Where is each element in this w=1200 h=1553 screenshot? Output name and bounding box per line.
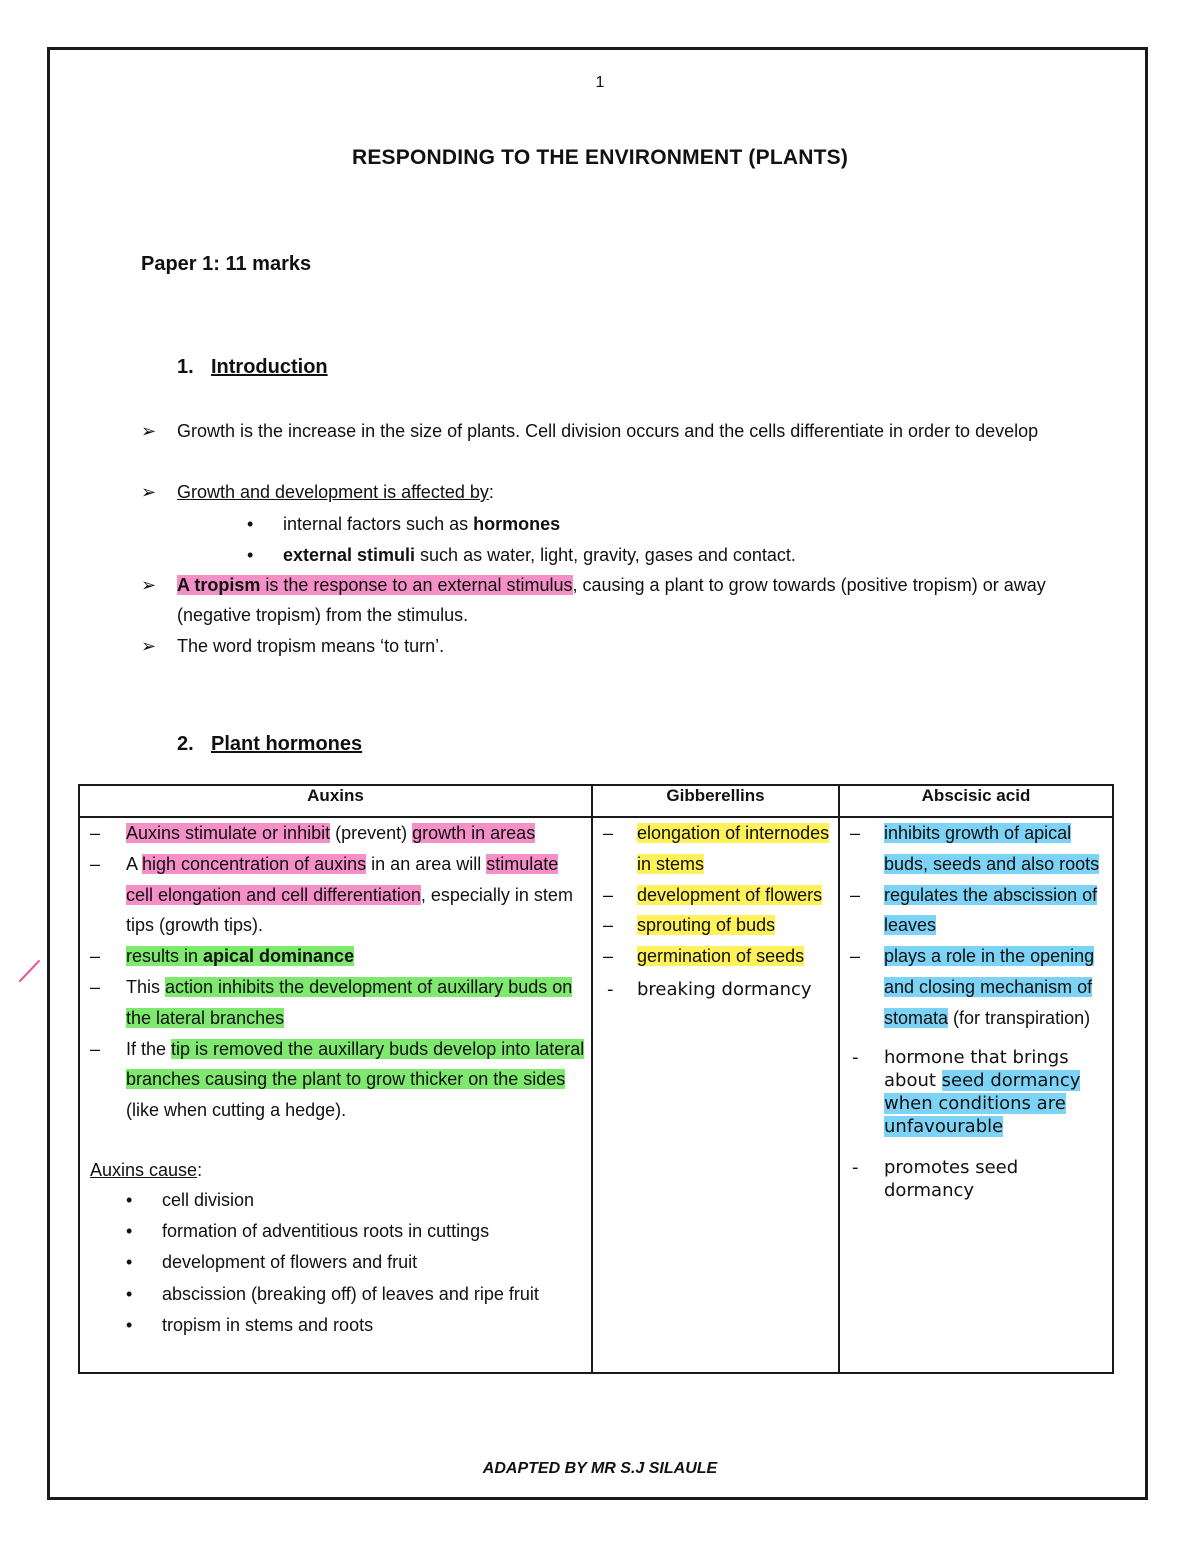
intro-bullet-affected-by <box>141 477 1071 507</box>
sub-bullet-text <box>283 514 560 534</box>
highlight-text: development of flowers <box>637 884 823 905</box>
list-item <box>80 1034 591 1126</box>
section-heading-plant-hormones <box>177 733 362 756</box>
highlight-text: Auxins stimulate or inhibit <box>126 823 331 843</box>
list-item <box>80 1310 591 1341</box>
section-title: Introduction <box>211 356 328 378</box>
dash-bullet-icon: – <box>603 915 614 936</box>
list-item <box>840 941 1112 1033</box>
list-item <box>80 1185 591 1216</box>
arrow-bullet-icon: ➢ <box>141 482 157 502</box>
colon: : <box>197 1159 203 1180</box>
text-part: such as water, light, gravity, gases and contact. <box>415 545 796 565</box>
highlight-text: tip is removed the auxillary buds develop into lateral branches causing the plant to grow thicker on the sides <box>126 1038 585 1090</box>
list-item <box>80 1279 591 1310</box>
section-number: 2. <box>177 733 194 755</box>
page-number: 1 <box>595 74 605 91</box>
section-title: Plant hormones <box>211 733 363 755</box>
text-part: (for transpiration) <box>948 1007 1091 1028</box>
pen-stroke-icon <box>18 958 42 984</box>
bullet-text <box>177 570 1071 630</box>
list-item <box>80 1216 591 1247</box>
section-heading-introduction <box>177 356 328 379</box>
list-item <box>80 818 591 849</box>
dot-bullet-icon: • <box>126 1189 133 1210</box>
abscisic-list <box>840 818 1112 1202</box>
list-item <box>593 880 838 911</box>
highlight-text: sprouting of buds <box>637 915 776 936</box>
footer-credit: ADAPTED BY MR S.J SILAULE <box>482 1460 718 1477</box>
text-part: (prevent) <box>330 823 413 843</box>
arrow-bullet-icon: ➢ <box>141 636 157 656</box>
intro-bullet-growth <box>141 416 1071 446</box>
highlight-text: results in <box>126 946 204 967</box>
header-auxins: Auxins <box>79 785 592 817</box>
dot-bullet-icon: • <box>126 1314 133 1335</box>
highlight-bold-text: apical dominance <box>203 946 355 967</box>
arrow-bullet-icon: ➢ <box>141 421 157 441</box>
gibberellins-list <box>593 818 838 1001</box>
bold-text: external stimuli <box>283 545 416 565</box>
text-part: in an area will <box>366 853 487 874</box>
underlined-text: Auxins cause <box>90 1159 198 1180</box>
bold-text: hormones <box>473 514 561 534</box>
dot-bullet-icon: • <box>247 545 254 565</box>
list-item <box>593 818 838 880</box>
auxins-cell <box>79 817 592 1373</box>
cause-text: abscission (breaking off) of leaves and ripe fruit <box>162 1283 539 1304</box>
dash-bullet-icon: – <box>90 946 101 967</box>
list-item <box>593 910 838 941</box>
list-item <box>593 941 838 972</box>
dash-bullet-icon: – <box>90 976 101 997</box>
auxins-cause-list <box>80 1185 591 1341</box>
highlight-bold-text: A tropism <box>177 575 261 595</box>
list-item <box>840 880 1112 942</box>
sub-bullet-internal <box>247 509 560 539</box>
sub-bullet-text <box>283 545 796 565</box>
dash-bullet-icon: – <box>603 823 614 843</box>
dot-bullet-icon: • <box>126 1221 133 1242</box>
highlight-text: is the response to an external stimulus <box>260 575 573 595</box>
auxins-cause-title <box>90 1155 591 1185</box>
intro-bullet-tropism <box>141 570 1071 630</box>
abscisic-acid-cell <box>839 817 1113 1373</box>
list-item <box>80 849 591 941</box>
text-part: hormone that brings about <box>884 1046 1069 1091</box>
dash-bullet-icon: - <box>852 1046 859 1068</box>
dash-bullet-icon: – <box>850 823 861 843</box>
highlight-text: seed dormancy when conditions are unfavourable <box>884 1069 1081 1137</box>
highlight-text: growth in areas <box>412 823 536 843</box>
cause-text: development of flowers and fruit <box>162 1252 418 1273</box>
highlight-text: elongation of internodes in stems <box>637 823 830 874</box>
dash-bullet-icon: – <box>90 853 101 874</box>
auxins-list <box>80 818 591 1126</box>
list-item <box>840 818 1112 880</box>
text-part: If the <box>126 1038 172 1059</box>
arrow-bullet-icon: ➢ <box>141 575 157 595</box>
list-item <box>80 1247 591 1278</box>
list-item <box>80 941 591 972</box>
bullet-text: Growth is the increase in the size of plants. Cell division occurs and the cells differentiate in order to develop <box>177 421 1039 441</box>
dot-bullet-icon: • <box>126 1252 133 1273</box>
table-row <box>79 817 1113 1373</box>
list-item <box>840 1156 1112 1202</box>
colon: : <box>488 482 494 502</box>
dash-bullet-icon: – <box>603 884 614 905</box>
paper-marks: Paper 1: 11 marks <box>141 253 312 275</box>
cause-text: cell division <box>162 1189 255 1210</box>
cause-text: tropism in stems and roots <box>162 1314 374 1335</box>
dash-bullet-icon: - <box>607 978 614 1000</box>
header-abscisic-acid: Abscisic acid <box>839 785 1113 817</box>
text-part: This <box>126 976 166 997</box>
intro-bullet-word-tropism <box>141 631 1071 661</box>
text-part: A <box>126 853 143 874</box>
dash-bullet-icon: – <box>603 946 614 967</box>
highlight-text: action inhibits the development of auxillary buds on the lateral branches <box>126 976 573 1028</box>
highlight-text: stimulate cell elongation and cell differentiation <box>126 853 559 905</box>
cause-text: formation of adventitious roots in cuttings <box>162 1221 490 1242</box>
text-part: breaking dormancy <box>637 978 812 1000</box>
dash-bullet-icon: – <box>90 823 101 843</box>
section-number: 1. <box>177 356 194 378</box>
bullet-text <box>177 477 1071 507</box>
sub-bullet-external <box>247 540 796 570</box>
text-part: promotes seed dormancy <box>884 1156 1019 1201</box>
gibberellins-cell <box>592 817 839 1373</box>
highlight-text: high concentration of auxins <box>142 853 367 874</box>
dash-bullet-icon: – <box>90 1038 101 1059</box>
dot-bullet-icon: • <box>126 1283 133 1304</box>
page-title: RESPONDING TO THE ENVIRONMENT (PLANTS) <box>351 146 849 169</box>
highlight-text: plays a role in the opening and closing mechanism of stomata <box>884 946 1095 1028</box>
highlight-text: germination of seeds <box>637 946 805 967</box>
highlight-text: regulates the abscission of leaves <box>884 884 1098 936</box>
text-part: internal factors such as <box>283 514 474 534</box>
text-part: , causing a plant to grow towards (positive tropism) or away (negative tropism) from the stimulus. <box>177 575 1046 625</box>
list-item <box>80 972 591 1034</box>
header-gibberellins: Gibberellins <box>592 785 839 817</box>
dot-bullet-icon: • <box>247 514 254 534</box>
table-header-row <box>79 785 1113 817</box>
bullet-text: The word tropism means ‘to turn’. <box>177 636 445 656</box>
plant-hormones-table <box>78 784 1114 1374</box>
text-part: (like when cutting a hedge). <box>126 1100 347 1121</box>
dash-bullet-icon: – <box>850 946 861 967</box>
highlight-text: inhibits growth of apical buds, seeds and also roots <box>884 823 1100 874</box>
list-item <box>593 978 838 1001</box>
list-item <box>840 1046 1112 1138</box>
text-part: , especially in stem tips (growth tips). <box>126 884 573 936</box>
dash-bullet-icon: - <box>852 1156 859 1178</box>
dash-bullet-icon: – <box>850 884 861 905</box>
underlined-text: Growth and development is affected by <box>177 482 489 502</box>
